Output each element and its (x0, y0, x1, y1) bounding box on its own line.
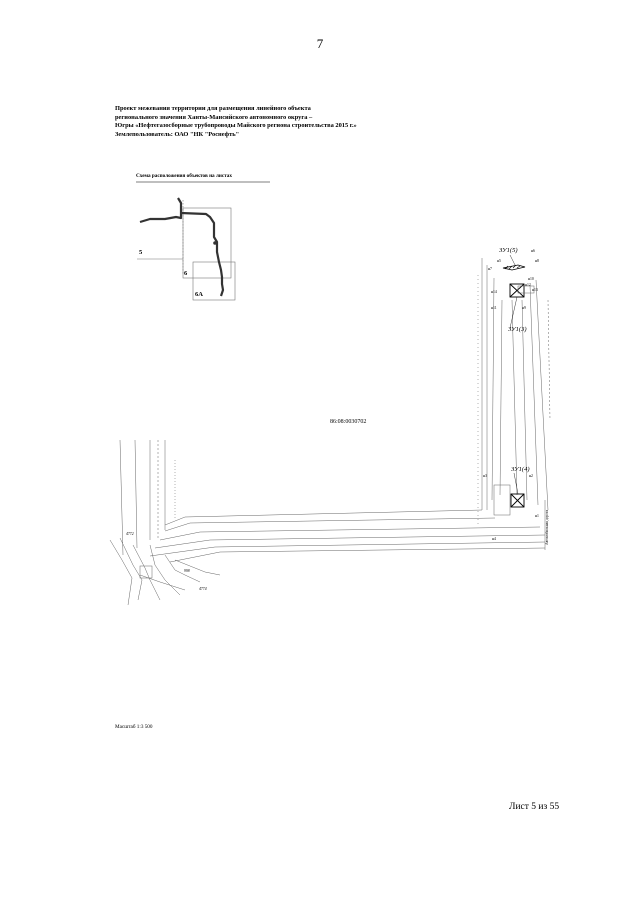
horizontal-corridor (150, 500, 545, 562)
left-branches (110, 440, 220, 605)
point-label-n14: н14 (491, 290, 497, 294)
header-line-4: Землепользователь: ОАО "НК "Роснефть" (115, 130, 240, 138)
plot-label-zu1-3: ЗУ1(3) (508, 326, 527, 333)
plot-label-zu1-5: ЗУ1(5) (499, 247, 518, 254)
contour-label-4772: 4772 (126, 532, 134, 536)
point-label-n7: н7 (488, 267, 492, 271)
point-label-n9: н9 (522, 306, 526, 310)
contour-label-4774: 4774 (199, 587, 207, 591)
cadastral-number: 86:08:0030702 (330, 419, 367, 425)
point-label-n4: н4 (492, 537, 496, 541)
sheet-label-6a: 6А (195, 291, 203, 298)
point-label-n1: н1 (535, 514, 539, 518)
point-label-n10: н10 (528, 277, 534, 281)
inset-pipeline-route (140, 198, 223, 296)
point-label-n6: н6 (531, 249, 535, 253)
scheme-title: Схема расположения объектов на листах (136, 173, 232, 179)
page-number: 7 (316, 36, 324, 51)
map-scale: Масштаб 1:3 500 (115, 724, 153, 730)
point-label-n5: н5 (497, 259, 501, 263)
inset-route-node (213, 241, 217, 245)
point-label-n2: н2 (529, 474, 533, 478)
right-corridor (478, 258, 550, 525)
sheet-frame-6 (183, 208, 231, 278)
sheet-label-6: 6 (184, 270, 188, 277)
point-label-n13: н13 (532, 288, 538, 292)
contour-labels (126, 532, 207, 591)
structure-outline (494, 485, 510, 515)
plot-zu1-4 (511, 494, 524, 507)
header-line-1: Проект межевания территории для размещения линейного объекта (115, 105, 311, 112)
point-label-n11: н11 (491, 306, 497, 310)
point-label-n8: н8 (535, 259, 539, 263)
inset-scheme (137, 200, 235, 300)
point-label-n3: н3 (483, 474, 487, 478)
road-label: Автомобильная дорога (545, 509, 549, 545)
contour-label-998: 998 (184, 569, 190, 573)
plot-label-zu1-4: ЗУ1(4) (511, 466, 530, 473)
point-label-n12: н12 (525, 283, 531, 287)
sheet-info: Лист 5 из 55 (509, 802, 560, 812)
header-line-3: Югры «Нефтегазосборные трубопроводы Майского региона строительства 2015 г.» (115, 122, 357, 130)
sheet-label-5: 5 (139, 249, 143, 256)
header-line-2: регионального значения Ханты-Мансийского автономного округа – (115, 113, 313, 121)
